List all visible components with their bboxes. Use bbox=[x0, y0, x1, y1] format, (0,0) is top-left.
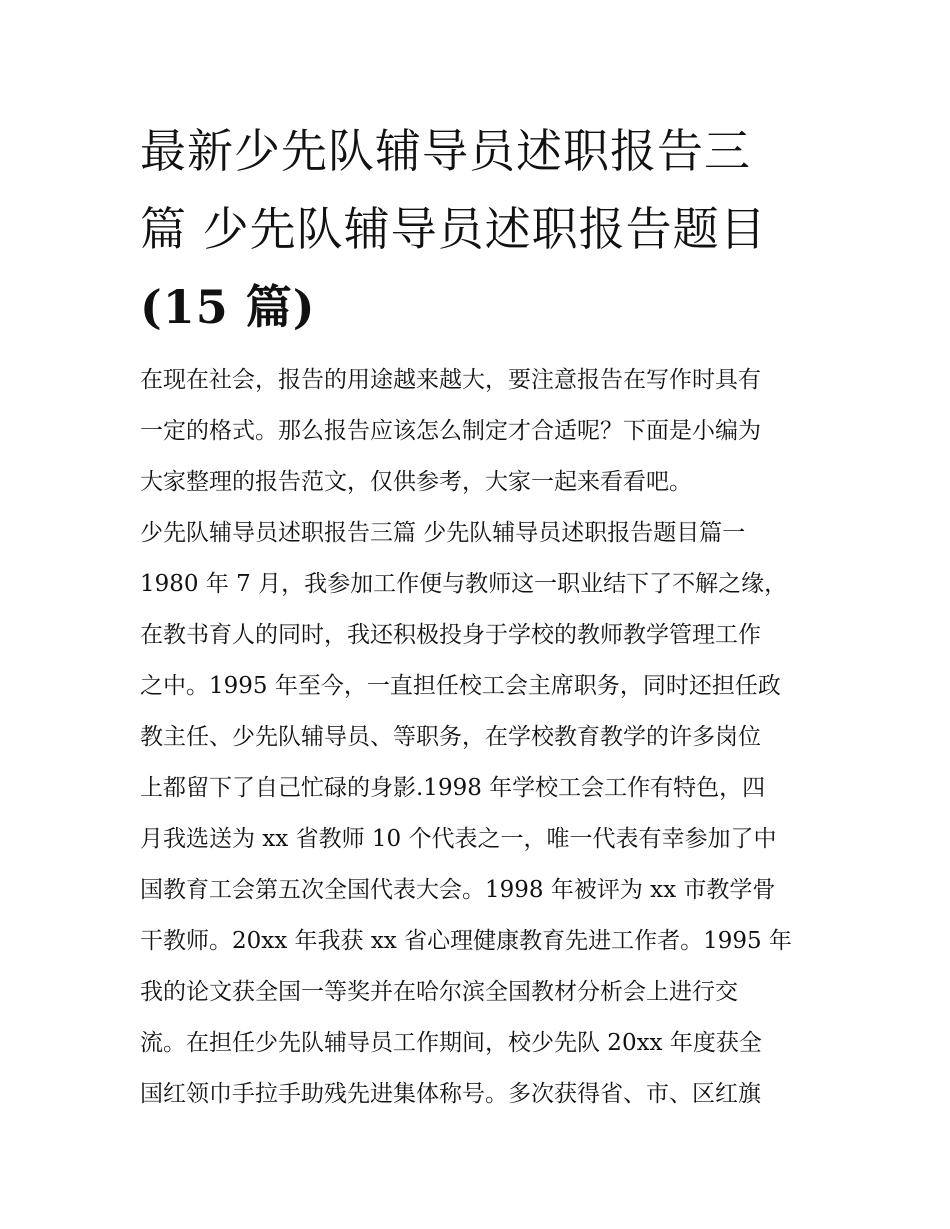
body-line: 大家整理的报告范文，仅供参考，大家一起来看看吧。 bbox=[140, 469, 692, 495]
body-line: 流。在担任少先队辅导员工作期间，校少先队 20xx 年度获全 bbox=[140, 1030, 762, 1056]
title-line-3: (15 篇) bbox=[140, 280, 316, 334]
body-line: 我的论文获全国一等奖并在哈尔滨全国教材分析会上进行交 bbox=[140, 979, 738, 1005]
body-line: 国教育工会第五次全国代表大会。1998 年被评为 xx 市教学骨 bbox=[140, 877, 776, 903]
document-title bbox=[140, 112, 820, 346]
document-body bbox=[140, 355, 820, 1120]
title-line-2: 篇 少先队辅导员述职报告题目 bbox=[140, 202, 767, 256]
body-line: 国红领巾手拉手助残先进集体称号。多次获得省、市、区红旗 bbox=[140, 1081, 761, 1107]
body-line: 一定的格式。那么报告应该怎么制定才合适呢？下面是小编为 bbox=[140, 418, 761, 444]
body-line: 少先队辅导员述职报告三篇 少先队辅导员述职报告题目篇一 bbox=[140, 520, 746, 546]
body-line: 干教师。20xx 年我获 xx 省心理健康教育先进工作者。1995 年 bbox=[140, 928, 792, 954]
body-line: 月我选送为 xx 省教师 10 个代表之一，唯一代表有幸参加了中 bbox=[140, 826, 777, 852]
title-line-1: 最新少先队辅导员述职报告三 bbox=[140, 124, 751, 178]
body-line: 上都留下了自己忙碌的身影.1998 年学校工会工作有特色，四 bbox=[140, 775, 766, 801]
body-line: 教主任、少先队辅导员、等职务，在学校教育教学的许多岗位 bbox=[140, 724, 761, 750]
body-line: 之中。1995 年至今，一直担任校工会主席职务，同时还担任政 bbox=[140, 673, 781, 699]
body-line: 在教书育人的同时，我还积极投身于学校的教师教学管理工作 bbox=[140, 622, 761, 648]
body-line: 1980 年 7 月，我参加工作便与教师这一职业结下了不解之缘， bbox=[140, 571, 788, 597]
body-line: 在现在社会，报告的用途越来越大，要注意报告在写作时具有 bbox=[140, 367, 761, 393]
